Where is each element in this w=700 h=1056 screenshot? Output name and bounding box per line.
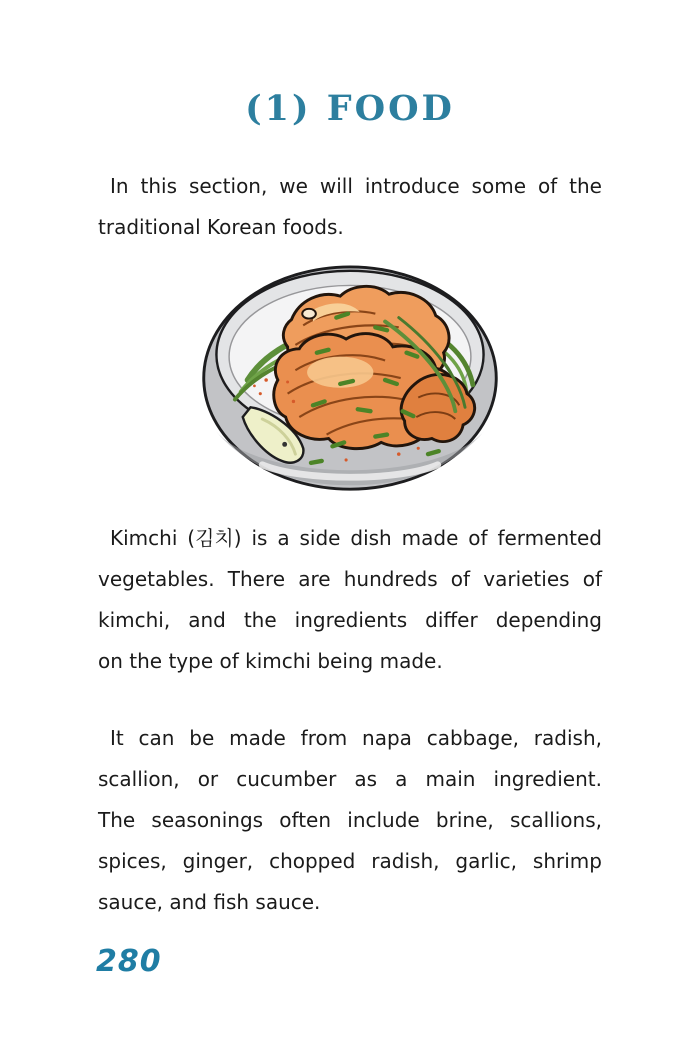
ingredients-paragraph bbox=[98, 718, 602, 923]
intro-paragraph bbox=[98, 166, 602, 248]
text-line: In this section, we will introduce some of the bbox=[110, 174, 602, 198]
kimchi-paragraph bbox=[98, 518, 602, 682]
text-line: traditional Korean foods. bbox=[98, 215, 344, 239]
section-title: (1) FOOD bbox=[245, 88, 455, 129]
text-line: Kimchi (김치) is a side dish made of fermented bbox=[110, 526, 602, 550]
kimchi-bowl-svg bbox=[194, 256, 506, 504]
text-line: vegetables. There are hundreds of varieties of bbox=[98, 567, 602, 591]
text-line: scallion, or cucumber as a main ingredient. bbox=[98, 767, 602, 791]
page-number: 280 bbox=[96, 944, 162, 979]
text-line: spices, ginger, chopped radish, garlic, shrimp bbox=[98, 849, 602, 873]
kimchi-bowl-illustration bbox=[194, 256, 506, 504]
text-line: The seasonings often include brine, scallions, bbox=[98, 808, 602, 832]
text-line: It can be made from napa cabbage, radish, bbox=[110, 726, 602, 750]
text-line: kimchi, and the ingredients differ depending bbox=[98, 608, 602, 632]
text-line: sauce, and fish sauce. bbox=[98, 890, 321, 914]
text-line: on the type of kimchi being made. bbox=[98, 649, 443, 673]
